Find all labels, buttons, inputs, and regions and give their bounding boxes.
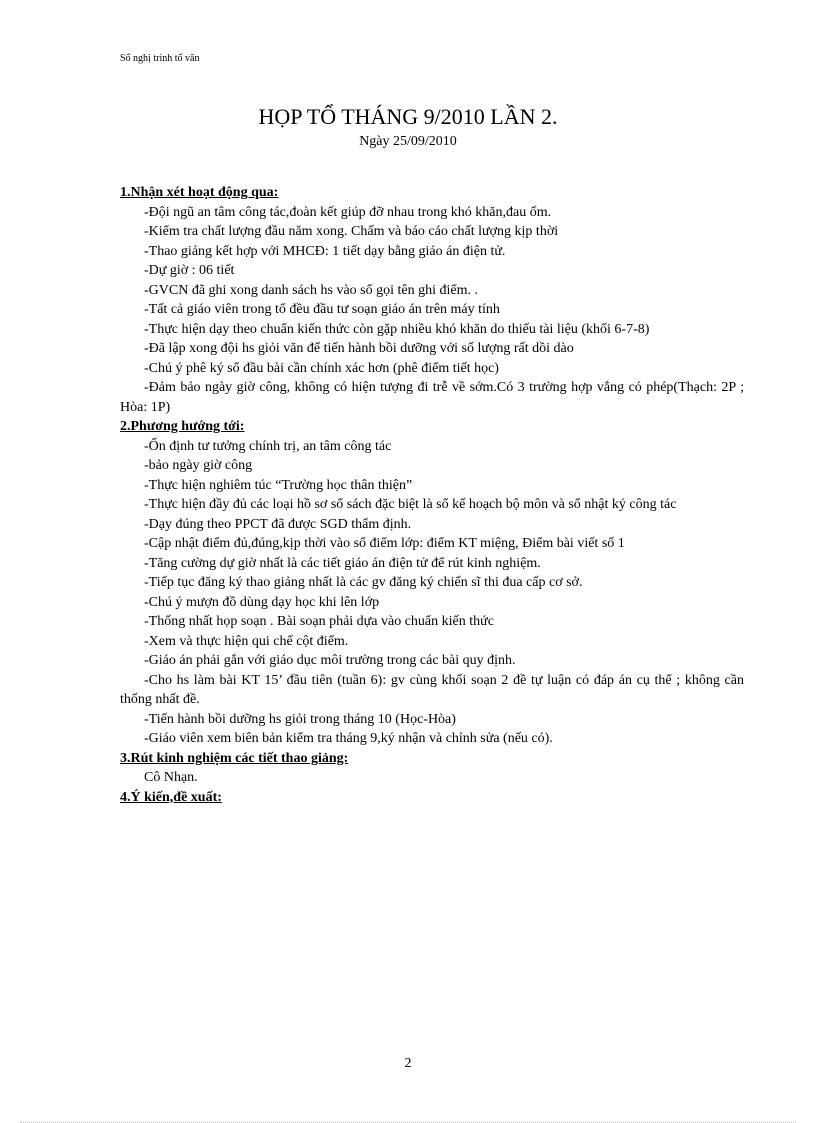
section-plan [120, 417, 744, 749]
list-item: -Giáo viên xem biên bản kiểm tra tháng 9,ký nhận và chỉnh sửa (nếu có). [144, 731, 553, 746]
list-item: -Tiếp tục đăng ký thao giảng nhất là các gv đăng ký chiến sĩ thi đua cấp cơ sở. [144, 575, 583, 590]
list-item: -Tăng cường dự giờ nhất là các tiết giáo án điện tử để rút kinh nghiệm. [144, 555, 541, 571]
list-item: -Thực hiện nghiêm túc “Trường học thân thiện” [144, 477, 413, 493]
list-item: -Xem và thực hiện qui chế cột điểm. [144, 633, 349, 649]
list-item: -Đội ngũ an tâm công tác,đoàn kết giúp đỡ nhau trong khó khăn,đau ốm. [144, 204, 552, 220]
list-item: -Chú ý phê ký sổ đầu bài cần chính xác hơn (phê điểm tiết học) [144, 360, 499, 376]
section-heading: 3.Rút kinh nghiệm các tiết thao giảng: [120, 750, 349, 766]
list-item: -Dự giờ : 06 tiết [144, 263, 235, 278]
section-heading: 1.Nhận xét hoạt động qua: [120, 185, 279, 200]
meeting-date: Ngày 25/09/2010 [359, 134, 457, 149]
list-item: -Cập nhật điểm đủ,đúng,kịp thời vào sổ điểm lớp: điểm KT miệng, Điểm bài viết số 1 [144, 536, 625, 551]
section-proposals [120, 788, 744, 808]
list-item: -Đảm bảo ngày giờ công, không có hiện tượng đi trễ về sớm.Có 3 trường hợp vắng có phép(Thạch: 2P ; Hòa: 1P) [120, 380, 744, 415]
list-item: -Tiến hành bồi dưỡng hs giỏi trong tháng 10 (Học-Hòa) [144, 711, 456, 727]
page-number: 2 [404, 1056, 412, 1071]
list-item: -Thao giảng kết hợp với MHCĐ: 1 tiết dạy bằng giáo án điện tử. [144, 243, 506, 259]
list-item: -Dạy đúng theo PPCT đã được SGD thẩm định. [144, 516, 412, 532]
list-item: -Giáo án phải gắn với giáo dục môi trường trong các bài quy định. [144, 653, 516, 668]
document-body [120, 183, 744, 807]
list-item: -Chú ý mượn đồ dùng dạy học khi lên lớp [144, 594, 380, 610]
document-title: HỌP TỔ THÁNG 9/2010 LẦN 2. [258, 104, 558, 129]
list-item: -Đã lập xong đội hs giỏi văn để tiến hành bồi dưỡng với số lượng rất dồi dào [144, 341, 574, 356]
list-item: -Thực hiện dạy theo chuẩn kiến thức còn gặp nhiều khó khăn do thiếu tài liệu (khối 6-7-8) [144, 321, 650, 337]
section-heading: 2.Phương hướng tới: [120, 419, 245, 434]
section-heading: 4.Ý kiến,đề xuất: [120, 789, 222, 805]
list-item: -Ổn định tư tưởng chính trị, an tâm công tác [144, 438, 392, 454]
header-note: Sổ nghị trình tổ văn [120, 53, 200, 64]
list-item: -GVCN đã ghi xong danh sách hs vào sổ gọi tên ghi điểm. . [144, 282, 479, 298]
list-item: -Cho hs làm bài KT 15’ đầu tiên (tuần 6): gv cùng khối soạn 2 đề tự luận có đáp án cụ thể ; không cần thống nhất đề. [120, 672, 744, 707]
section-review [120, 183, 744, 417]
list-item: -Tất cả giáo viên trong tổ đều đầu tư soạn giáo án trên máy tính [144, 302, 500, 317]
list-item: Cô Nhạn. [144, 770, 198, 785]
list-item: -Thực hiện đầy đủ các loại hồ sơ sổ sách đặc biệt là sổ kế hoạch bộ môn và sổ nhật ký công tác [144, 497, 677, 512]
list-item: -bảo ngày giờ công [144, 458, 253, 473]
list-item: -Kiểm tra chất lượng đầu năm xong. Chấm và báo cáo chất lượng kịp thời [144, 224, 559, 239]
list-item: -Thống nhất họp soạn . Bài soạn phải dựa vào chuẩn kiến thức [144, 614, 494, 629]
section-lessons-learned [120, 749, 744, 788]
